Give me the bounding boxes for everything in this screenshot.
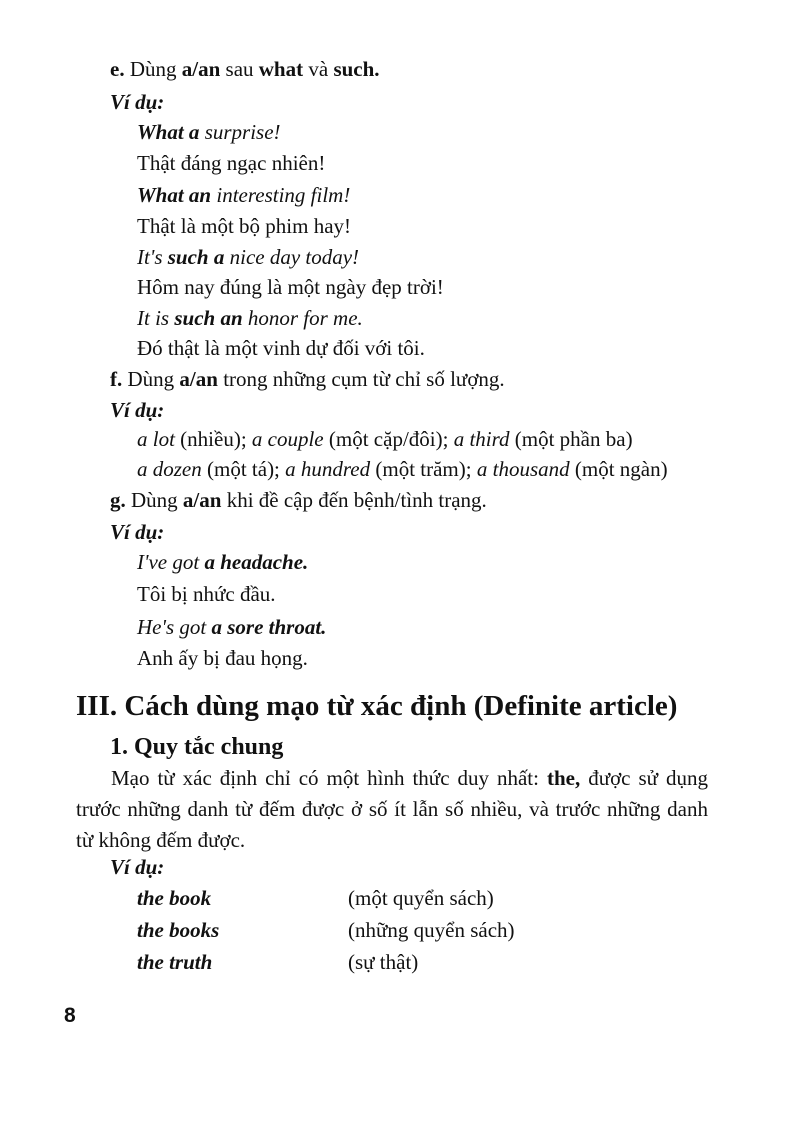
example-sentence: I've got a headache. [137, 550, 309, 574]
definite-row [137, 884, 211, 912]
term: the truth [137, 950, 213, 974]
translation: Anh ấy bị đau họng. [137, 646, 308, 670]
example-sentence: He's got a sore throat. [137, 615, 327, 639]
subsection-heading: 1. Quy tắc chung [110, 734, 284, 760]
quantity-examples-1: a lot (nhiều); a couple (một cặp/đôi); a third (một phần ba) [137, 427, 633, 451]
term: the books [137, 918, 220, 942]
example-sentence: It's such a nice day today! [137, 245, 360, 269]
example-label: Ví dụ: [110, 90, 165, 114]
translation: Thật đáng ngạc nhiên! [137, 151, 326, 175]
rule-f: f. Dùng a/an trong những cụm từ chỉ số lượng. [110, 367, 505, 391]
rule-e: e. Dùng a/an sau what và such. [110, 57, 380, 81]
definite-meaning: (một quyển sách) [348, 886, 494, 910]
example-label: Ví dụ: [110, 855, 165, 879]
example-label: Ví dụ: [110, 520, 165, 544]
example-sentence: What a surprise! [137, 120, 281, 144]
rule-paragraph: Mạo từ xác định chỉ có một hình thức duy nhất: the, được sử dụng trước những danh từ đếm được ở số ít lẫn số nhiều, và trước những danh từ không đếm được. [76, 766, 709, 852]
rule-g: g. Dùng a/an khi đề cập đến bệnh/tình trạng. [110, 488, 487, 512]
definite-meaning: (những quyển sách) [348, 918, 515, 942]
definite-row [137, 948, 212, 976]
example-label: Ví dụ: [110, 398, 165, 422]
page-number: 8 [64, 1004, 76, 1027]
term: the book [137, 886, 212, 910]
definite-meaning: (sự thật) [348, 950, 419, 974]
section-heading: III. Cách dùng mạo từ xác định (Definite article) [76, 690, 678, 722]
quantity-examples-2: a dozen (một tá); a hundred (một trăm); a thousand (một ngàn) [137, 457, 668, 481]
translation: Tôi bị nhức đầu. [137, 582, 276, 606]
translation: Hôm nay đúng là một ngày đẹp trời! [137, 275, 444, 299]
example-sentence: What an interesting film! [137, 183, 351, 207]
example-sentence: It is such an honor for me. [137, 306, 363, 330]
translation: Thật là một bộ phim hay! [137, 214, 352, 238]
definite-row [137, 916, 219, 944]
translation: Đó thật là một vinh dự đối với tôi. [137, 336, 425, 360]
